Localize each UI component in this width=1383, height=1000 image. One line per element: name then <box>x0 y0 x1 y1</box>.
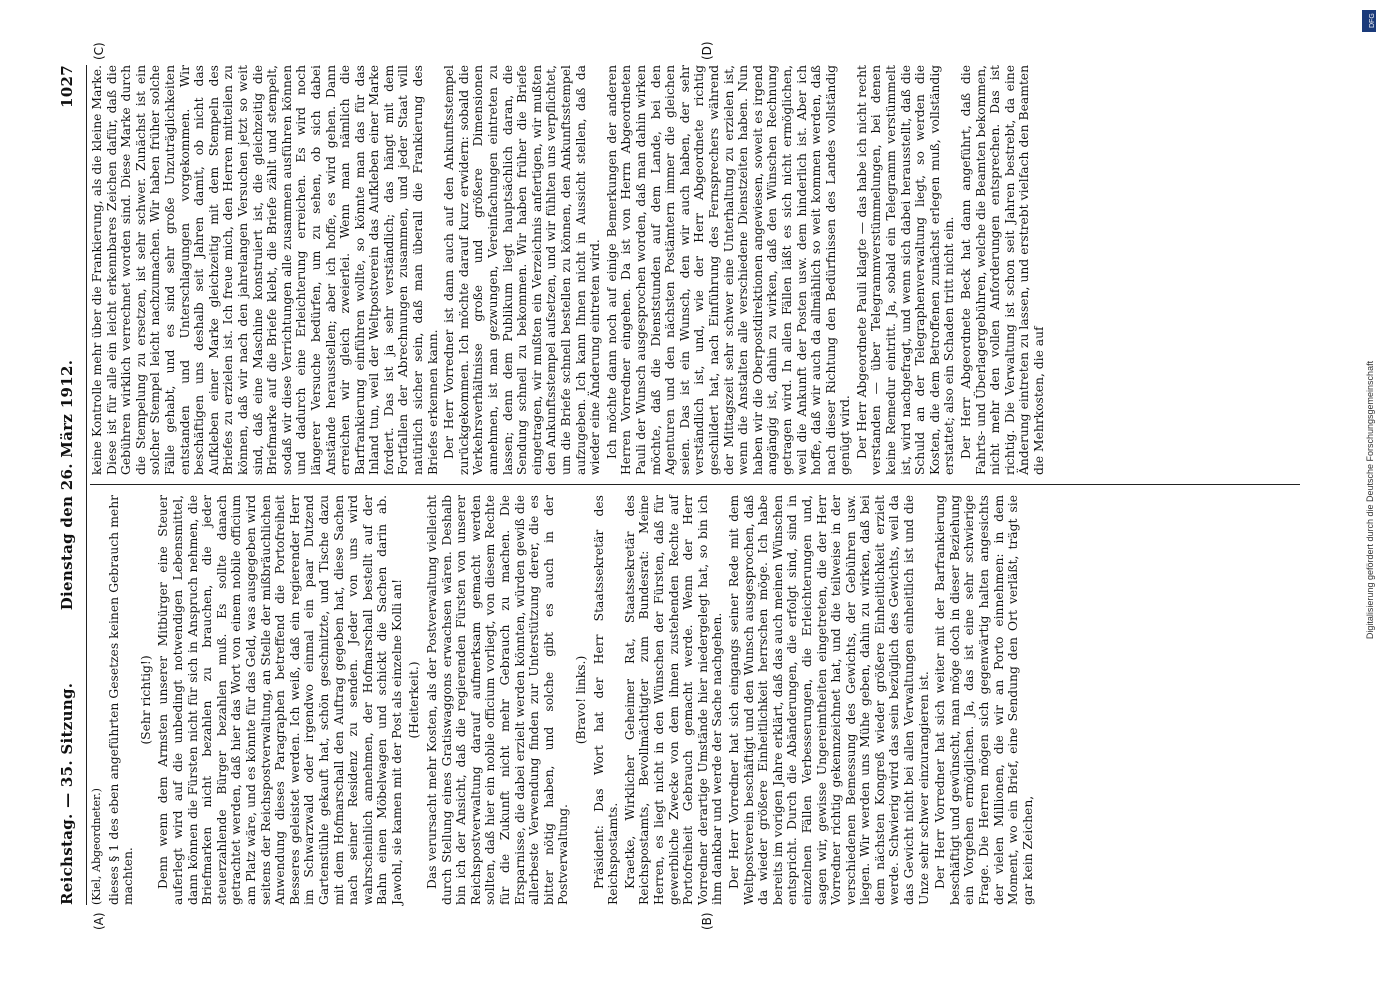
left-paragraph-2: Denn wenn dem Armsten unserer Mitbürger eine Steuer auferlegt wird auf die unbedingt notwendigen Lebensmittel, dann können die Fürsten nicht für sich in Anspruch nehmen, die Briefmarken nicht bezahlen zu brauchen, die jeder steuerzahlende Bürger bezahlen muß. Es sollte danach getrachtet werden, daß hier das Wort von einem nobile officium am Platz wäre, und es könnte für das Geld, was ausgegeben wird seitens der Reichspostverwaltung, an Stelle der mißbräuchlichen Anwendung dieses Paragraphen betreffend die Portofreiheit Besseres geleistet werden. Ich weiß, daß ein regierender Herr im Schwarzwald oder irgendwo einmal ein paar Dutzend Gartenstühle gekauft hat, schön geschnitzte, und Tische dazu mit dem Hofmarschall den Auftrag gegeben hat, diese Sachen nach seiner Residenz zu senden. Jeder von uns wird wahrscheinlich annehmen, der Hofmarschall bestellt auf der Bahn einen Möbelwagen und schickt die Sachen darin ab. Jawohl, sie kamen mit der Post als einzelne Kolli an! <box>156 495 404 905</box>
reaction-3: (Bravo! links.) <box>574 655 588 745</box>
right-paragraph-5: Der Herr Abgeordnete Beck hat dann angeführt, daß die Fahrts- und Überlagergebühren, welche die Beamten bekommen, nicht mehr den vollen Anforderungen entsprechen. Das ist richtig. Die Verwaltung ist schon seit Jahren bestrebt, da eine Änderung eintreten zu lassen, und erstrebt vielfach den Beamten die Mehrkosten, die auf <box>959 65 1046 475</box>
right-column <box>90 65 1049 475</box>
left-paragraph-1: dieses § 1 des eben angeführten Gesetzes keinen Gebrauch mehr machten. <box>106 495 136 905</box>
header-left-title: Reichstag. — 35. Sitzung. <box>58 682 76 905</box>
reaction-1: (Sehr richtig!) <box>138 655 153 745</box>
right-paragraph-3: Ich möchte dann noch auf einige Bemerkungen der anderen Herren Vorredner eingehen. Da ist von Herrn Abgeordneten Pauli der Wunsch ausgesprochen worden, daß man dahin wirken möchte, daß die Dienststunden auf dem Lande, bei den Agenturen und den nächsten Postämtern immer die gleichen seien. Das ist ein Wunsch, den wir auch haben, der sehr verständlich ist, und, wie der Herr Abgeordnete richtig geschildert hat, nach Einführung des Fernsprechers während der Mittagszeit sehr schwer eine Unterhaltung zu erzielen ist, wenn die Anstalten alle verschiedene Dienstzeiten haben. Nun haben wir die Oberpostdirektionen angewiesen, soweit es irgend angängig ist, dahin zu wirken, daß den Wünschen Rechnung getragen wird. In allen Fällen läßt es sich nicht ermöglichen, weil die Ankunft der Posten usw. dem hinderlich ist. Aber ich hoffe, daß wir auch da allmählich so weit kommen werden, daß nach dieser Richtung den Bedürfnissen des Landes vollständig genügt wird. <box>604 65 853 475</box>
margin-mark-d: (D) <box>700 41 714 60</box>
reaction-2: (Heiterkeit.) <box>407 661 422 739</box>
column-divider <box>90 484 1300 485</box>
left-column <box>90 495 1037 905</box>
right-paragraph-1: keine Kontrolle mehr über die Frankierung, als die kleine Marke. Diese ist für alle ein leicht erkennbares Zeichen dafür, daß die Gebühren wirklich verrechnet worden sind. Diese Marke durch die Stempelung zu ersetzen, ist sehr schwer. Zunächst ist ein solcher Stempel leicht nachzumachen. Wir haben früher solche Fälle gehabt, und es sind sehr große Unzuträglichkeiten entstanden und Unterschlagungen vorgekommen. Wir beschäftigen uns deshalb seit Jahren damit, ob nicht das Aufkleben einer Marke gleichzeitig mit dem Stempeln des Briefes zu erzielen ist. Ich freue mich, den Herren mitteilen zu können, daß wir nach den jahrelangen Versuchen jetzt so weit sind, daß eine Maschine konstruiert ist, die gleichzeitig die Briefmarke auf die Briefe klebt, die Briefe zählt und stempelt, sodaß wir diese Verrichtungen alle zusammen ausführen können und dadurch eine Erleichterung erreichen. Es wird noch längerer Versuche bedürfen, um zu sehen, ob sich dabei Anstände herausstellen; aber ich hoffe, es wird gehen. Dann erreichen wir gleich zweierlei. Wenn man nämlich die Barfrankierung einführen wollte, so könnte man das für das Inland tun, weil der Weltpostverein das Aufkleben einer Marke fordert. Das ist ja sehr verständlich; das hängt mit dem Fortfallen der Abrechnungen zusammen, und jeder Staat will natürlich sicher sein, daß man überall die Frankierung des Briefes erkennen kann. <box>90 65 440 475</box>
left-paragraph-7: Der Herr Vorredner hat sich weiter mit der Barfrankierung beschäftigt und gewünscht, man möge doch in dieser Beziehung ein Vorgehen ermöglichen. Ja, das ist eine sehr schwierige Frage. Die Herren mögen sich gegenwärtig halten angesichts der vielen Millionen, die wir an Porto einnehmen: in dem Moment, wo ein Brief, eine Sendung den Ort verläßt, trägt sie gar kein Zeichen, <box>933 495 1035 905</box>
header-rule <box>86 65 87 905</box>
right-paragraph-2: Der Herr Vorredner ist dann auch auf den Ankunftsstempel zurückgekommen. Ich möchte darauf kurz erwidern: sobald die Verkehrsverhältnisse große und größere Dimensionen annehmen, ist man gezwungen, Vereinfachungen eintreten zu lassen; denn dem Publikum liegt hauptsächlich daran, die Sendung schnell zu bekommen. Wir haben früher die Briefe eingetragen, wir mußten ein Verzeichnis anfertigen, wir mußten den Ankunftsstempel aufsetzen, und wir fühlten uns verpflichtet, um die Briefe schnell bestellen zu können, den Ankunftsstempel aufzugeben. Ich kann Ihnen nicht in Aussicht stellen, daß da wieder eine Änderung eintreten wird. <box>442 65 603 475</box>
left-paragraph-4: Präsident: Das Wort hat der Herr Staatssekretär des Reichspostamts. <box>591 495 621 905</box>
margin-mark-c: (C) <box>92 42 106 60</box>
margin-mark-b: (B) <box>700 912 714 930</box>
page-number: 1027 <box>58 65 76 108</box>
left-paragraph-3: Das verursacht mehr Kosten, als der Postverwaltung vielleicht durch Stellung eines Gratiswaggons erwachsen wären. Deshalb bin ich der Ansicht, daß die regierenden Fürsten von unserer Reichspostverwaltung darauf aufmerksam gemacht werden sollten, daß hier ein nobile officium vorliegt, von diesem Rechte für die Zukunft nicht mehr Gebrauch zu machen. Die Ersparnisse, die dabei erzielt werden könnten, würden gewiß die allerbeste Verwendung finden zur Unterstützung derer, die es bitter nötig haben, und solche gibt es auch in der Postverwaltung. <box>425 495 571 905</box>
margin-mark-a: (A) <box>92 912 106 930</box>
speaker-label: (Kiel, Abgeordneter.) <box>90 788 103 905</box>
left-paragraph-5: Kraetke, Wirklicher Geheimer Rat, Staatssekretär des Reichspostamts, Bevollmächtigter zum Bundesrat: Meine Herren, es liegt nicht in den Wünschen der Fürsten, daß für gewerbliche Zwecke von dem ihnen zustehenden Rechte auf Portofreiheit Gebrauch gemacht werde. Wenn der Herr Vorredner derartige Umstände hier niedergelegt hat, so bin ich ihm dankbar und werde der Sache nachgehen. <box>622 495 725 905</box>
dfg-logo: DFG <box>1362 10 1376 32</box>
right-paragraph-4: Der Herr Abgeordnete Pauli klagte — das habe ich nicht recht verstanden — über Telegrammverstümmelungen, bei denen keine Remedur eintritt. Ja, sobald ein Telegramm verstümmelt ist, wird nachgefragt, und wenn sich dabei herausstellt, daß die Schuld an der Telegraphenverwaltung liegt, so werden die Kosten, die dem Betroffenen zunächst erlegen muß, vollständig erstattet; also ein Schaden tritt nicht ein. <box>854 65 957 475</box>
digitization-note: Digitalisierung gefördert durch die Deutsche Forschungsgemeinschaft <box>1365 360 1375 640</box>
page-header <box>58 65 82 905</box>
header-date: Dienstag den 26. März 1912. <box>58 359 76 611</box>
left-paragraph-6: Der Herr Vorredner hat sich eingangs seiner Rede mit dem Weltpostverein beschäftigt und den Wunsch ausgesprochen, daß da wieder größere Einheitlichkeit herrschen möge. Ich habe bereits im vorigen Jahre erklärt, daß das auch meinen Wünschen entspricht. Durch die Abänderungen, die erfolgt sind, sind in einzelnen Fällen Verbesserungen, die Erleichterungen und, sagen wir, gewisse Ungereimtheiten eingetreten, die der Herr Vorredner richtig gekennzeichnet hat, und die teilweise in der verschiedenen Bemessung des Gewichts, der Gebühren usw. liegen. Wir werden uns Mühe geben, dahin zu wirken, daß bei dem nächsten Kongreß wieder größere Einheitlichkeit erzielt werde. Schwierig wird das sein bezüglich des Gewichts, weil da das Gewicht nicht bei allen Verwaltungen einheitlich ist und die Unze sehr schwer einzurangieren ist. <box>726 495 931 905</box>
